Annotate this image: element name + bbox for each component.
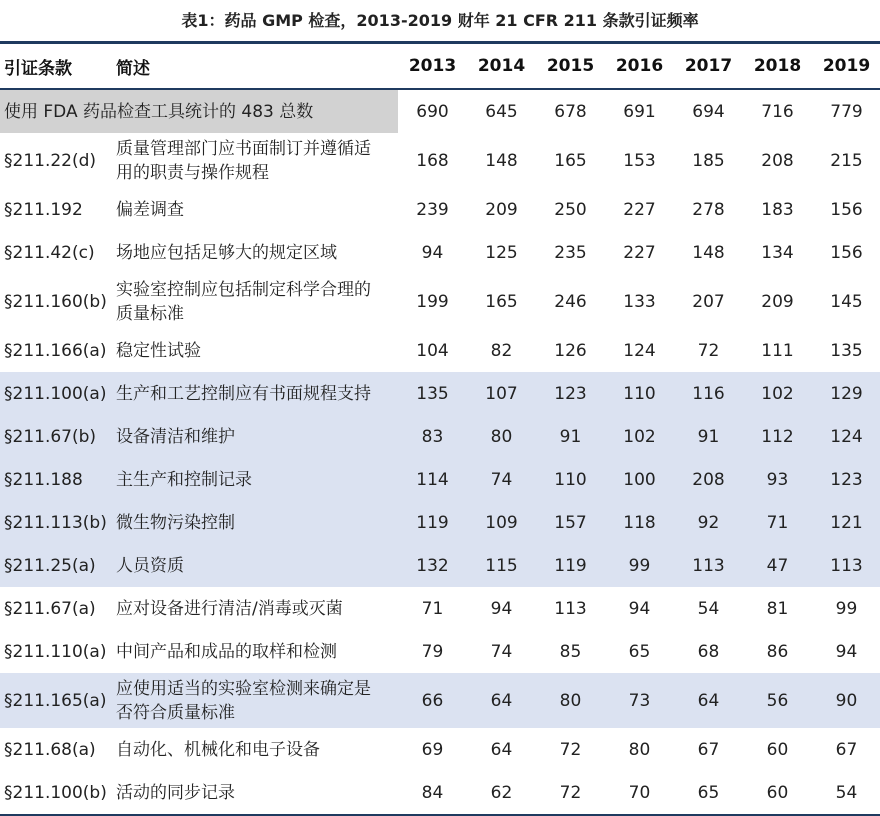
citation-count: 209 xyxy=(761,291,794,312)
table-row xyxy=(0,458,880,501)
citation-count: 69 xyxy=(421,739,444,760)
table-row xyxy=(0,231,880,274)
citation-code: §211.67(a) xyxy=(4,598,96,619)
table-row xyxy=(0,673,880,728)
citation-count: 81 xyxy=(766,598,789,619)
table-row xyxy=(0,372,880,415)
citation-count: 215 xyxy=(830,150,863,171)
summary-value: 678 xyxy=(536,89,605,133)
citation-count: 185 xyxy=(692,150,725,171)
table-row xyxy=(0,274,880,329)
description-line: 应使用适当的实验室检测来确定是 xyxy=(116,678,371,699)
citation-count: 100 xyxy=(605,458,674,501)
citation-description xyxy=(107,415,398,458)
citation-count: 94 xyxy=(421,242,444,263)
citation-count: 109 xyxy=(467,501,536,544)
citation-description xyxy=(107,544,398,587)
table-row xyxy=(0,501,880,544)
citation-count: 79 xyxy=(421,641,444,662)
citation-count: 129 xyxy=(812,372,880,415)
citation-count: 91 xyxy=(536,415,605,458)
citation-count: 82 xyxy=(490,340,513,361)
summary-row xyxy=(0,89,880,133)
citation-count: 47 xyxy=(743,544,812,587)
citation-count: 165 xyxy=(485,291,518,312)
citation-count: 124 xyxy=(812,415,880,458)
citation-count: 246 xyxy=(554,291,587,312)
citation-count: 84 xyxy=(398,771,467,815)
citation-count: 72 xyxy=(697,340,720,361)
header-cell-year: 2017 xyxy=(674,43,743,90)
citation-count: 208 xyxy=(674,458,743,501)
citation-count: 199 xyxy=(416,291,449,312)
citation-description xyxy=(107,673,398,728)
citation-count: 119 xyxy=(536,544,605,587)
citation-count: 90 xyxy=(812,673,880,728)
citation-description xyxy=(107,771,398,815)
citation-count: 111 xyxy=(761,340,794,361)
citation-code: §211.100(a) xyxy=(0,372,107,415)
citation-count: 64 xyxy=(467,673,536,728)
citation-count: 239 xyxy=(416,199,449,220)
citation-count: 93 xyxy=(743,458,812,501)
table-row xyxy=(0,544,880,587)
citation-code: §211.22(d) xyxy=(4,150,97,171)
citation-count: 227 xyxy=(623,242,656,263)
citation-count: 119 xyxy=(398,501,467,544)
citation-count: 235 xyxy=(554,242,587,263)
description-line: 实验室控制应包括制定科学合理的 xyxy=(116,279,371,300)
citation-description xyxy=(107,630,398,673)
citation-count: 110 xyxy=(536,458,605,501)
description-line: 否符合质量标准 xyxy=(116,702,235,723)
header-cell-year: 2013 xyxy=(398,43,467,90)
header-row xyxy=(0,43,880,90)
citation-count: 70 xyxy=(605,771,674,815)
table-caption: 表1：药品 GMP 检查，2013-2019 财年 21 CFR 211 条款引证频率 xyxy=(181,11,699,30)
citation-count: 54 xyxy=(697,598,720,619)
citation-description xyxy=(107,329,398,372)
citation-count: 135 xyxy=(830,340,863,361)
citation-code: §211.160(b) xyxy=(4,291,107,312)
description-line: 用的职责与操作规程 xyxy=(116,162,269,183)
citation-description xyxy=(107,372,398,415)
citation-count: 91 xyxy=(674,415,743,458)
citation-description xyxy=(107,728,398,771)
summary-value: 691 xyxy=(605,89,674,133)
citation-count: 135 xyxy=(398,372,467,415)
summary-label: 使用 FDA 药品检查工具统计的 483 总数 xyxy=(0,89,398,133)
citation-count: 86 xyxy=(766,641,789,662)
summary-value: 779 xyxy=(812,89,880,133)
citation-count: 80 xyxy=(628,739,651,760)
citation-count: 227 xyxy=(623,199,656,220)
description-line: 微生物污染控制 xyxy=(116,512,235,533)
table-row xyxy=(0,728,880,771)
citation-description xyxy=(107,133,398,188)
citation-count: 207 xyxy=(692,291,725,312)
citation-count: 208 xyxy=(761,150,794,171)
citation-count: 83 xyxy=(398,415,467,458)
citation-count: 113 xyxy=(674,544,743,587)
header-cell-year: 2018 xyxy=(743,43,812,90)
table-body xyxy=(0,89,880,815)
citation-count: 60 xyxy=(766,739,789,760)
header-cell-desc: 简述 xyxy=(107,43,398,90)
citation-count: 65 xyxy=(628,641,651,662)
citation-code: §211.166(a) xyxy=(4,340,107,361)
citation-count: 66 xyxy=(398,673,467,728)
header-cell-code: 引证条款 xyxy=(0,43,107,90)
citation-count: 54 xyxy=(812,771,880,815)
citation-count: 67 xyxy=(697,739,720,760)
citation-count: 278 xyxy=(692,199,725,220)
citation-code: §211.67(b) xyxy=(0,415,107,458)
citation-count: 92 xyxy=(674,501,743,544)
citation-count: 68 xyxy=(697,641,720,662)
citation-count: 85 xyxy=(559,641,582,662)
description-line: 人员资质 xyxy=(116,555,184,576)
citation-count: 157 xyxy=(536,501,605,544)
description-line: 应对设备进行清洁/消毒或灭菌 xyxy=(116,598,343,619)
citation-code: §211.113(b) xyxy=(0,501,107,544)
citation-count: 94 xyxy=(835,641,858,662)
citation-count: 126 xyxy=(554,340,587,361)
citation-count: 110 xyxy=(605,372,674,415)
table-row xyxy=(0,587,880,630)
description-line: 质量管理部门应书面制订并遵循适 xyxy=(116,138,371,159)
description-line: 设备清洁和维护 xyxy=(116,426,235,447)
summary-value: 716 xyxy=(743,89,812,133)
citation-count: 183 xyxy=(761,199,794,220)
citation-count: 115 xyxy=(467,544,536,587)
citation-count: 124 xyxy=(623,340,656,361)
description-line: 自动化、机械化和电子设备 xyxy=(116,739,320,760)
citation-count: 60 xyxy=(743,771,812,815)
citation-count: 74 xyxy=(467,458,536,501)
citation-count: 118 xyxy=(605,501,674,544)
citation-count: 107 xyxy=(467,372,536,415)
citation-count: 104 xyxy=(416,340,449,361)
citation-description xyxy=(107,458,398,501)
citation-code: §211.100(b) xyxy=(0,771,107,815)
summary-value: 645 xyxy=(467,89,536,133)
summary-value: 690 xyxy=(398,89,467,133)
citation-count: 71 xyxy=(421,598,444,619)
citation-count: 134 xyxy=(761,242,794,263)
table-row xyxy=(0,188,880,231)
header-cell-year: 2016 xyxy=(605,43,674,90)
description-line: 生产和工艺控制应有书面规程支持 xyxy=(116,383,371,404)
citation-count: 123 xyxy=(812,458,880,501)
citation-code: §211.68(a) xyxy=(4,739,96,760)
citation-count: 121 xyxy=(812,501,880,544)
citation-count: 112 xyxy=(743,415,812,458)
citation-count: 156 xyxy=(830,242,863,263)
citation-count: 102 xyxy=(743,372,812,415)
table-row xyxy=(0,329,880,372)
table-row xyxy=(0,630,880,673)
table-row xyxy=(0,415,880,458)
citation-count: 132 xyxy=(398,544,467,587)
citation-count: 250 xyxy=(554,199,587,220)
citation-count: 113 xyxy=(812,544,880,587)
citation-code: §211.42(c) xyxy=(4,242,95,263)
header-cell-year: 2015 xyxy=(536,43,605,90)
citation-frequency-table xyxy=(0,41,880,816)
citation-code: §211.25(a) xyxy=(0,544,107,587)
citation-count: 123 xyxy=(536,372,605,415)
header-cell-year: 2014 xyxy=(467,43,536,90)
citation-description xyxy=(107,231,398,274)
citation-count: 145 xyxy=(830,291,863,312)
citation-count: 113 xyxy=(554,598,587,619)
citation-count: 65 xyxy=(674,771,743,815)
citation-count: 64 xyxy=(674,673,743,728)
citation-count: 114 xyxy=(398,458,467,501)
citation-count: 165 xyxy=(554,150,587,171)
citation-count: 62 xyxy=(467,771,536,815)
citation-count: 156 xyxy=(830,199,863,220)
citation-count: 209 xyxy=(485,199,518,220)
citation-count: 168 xyxy=(416,150,449,171)
citation-count: 74 xyxy=(490,641,513,662)
citation-count: 99 xyxy=(605,544,674,587)
citation-count: 153 xyxy=(623,150,656,171)
table-row xyxy=(0,133,880,188)
description-line: 质量标准 xyxy=(116,303,184,324)
citation-description xyxy=(107,274,398,329)
table-row xyxy=(0,771,880,815)
citation-code: §211.165(a) xyxy=(0,673,107,728)
citation-count: 80 xyxy=(467,415,536,458)
description-line: 稳定性试验 xyxy=(116,340,201,361)
header-cell-year: 2019 xyxy=(812,43,880,90)
citation-code: §211.188 xyxy=(0,458,107,501)
citation-count: 64 xyxy=(490,739,513,760)
citation-count: 56 xyxy=(743,673,812,728)
citation-count: 73 xyxy=(605,673,674,728)
citation-count: 94 xyxy=(490,598,513,619)
citation-count: 148 xyxy=(692,242,725,263)
citation-count: 67 xyxy=(835,739,858,760)
citation-count: 71 xyxy=(743,501,812,544)
citation-count: 102 xyxy=(605,415,674,458)
description-line: 主生产和控制记录 xyxy=(116,469,252,490)
citation-code: §211.192 xyxy=(4,199,83,220)
citation-count: 125 xyxy=(485,242,518,263)
citation-count: 80 xyxy=(536,673,605,728)
citation-count: 116 xyxy=(674,372,743,415)
description-line: 中间产品和成品的取样和检测 xyxy=(116,641,337,662)
description-line: 场地应包括足够大的规定区域 xyxy=(116,242,337,263)
citation-count: 94 xyxy=(628,598,651,619)
citation-description xyxy=(107,188,398,231)
citation-count: 72 xyxy=(559,739,582,760)
citation-description xyxy=(107,501,398,544)
citation-count: 148 xyxy=(485,150,518,171)
description-line: 偏差调查 xyxy=(116,199,184,220)
summary-value: 694 xyxy=(674,89,743,133)
citation-count: 133 xyxy=(623,291,656,312)
citation-count: 72 xyxy=(536,771,605,815)
citation-description xyxy=(107,587,398,630)
citation-code: §211.110(a) xyxy=(4,641,107,662)
description-line: 活动的同步记录 xyxy=(116,782,235,803)
citation-count: 99 xyxy=(835,598,858,619)
